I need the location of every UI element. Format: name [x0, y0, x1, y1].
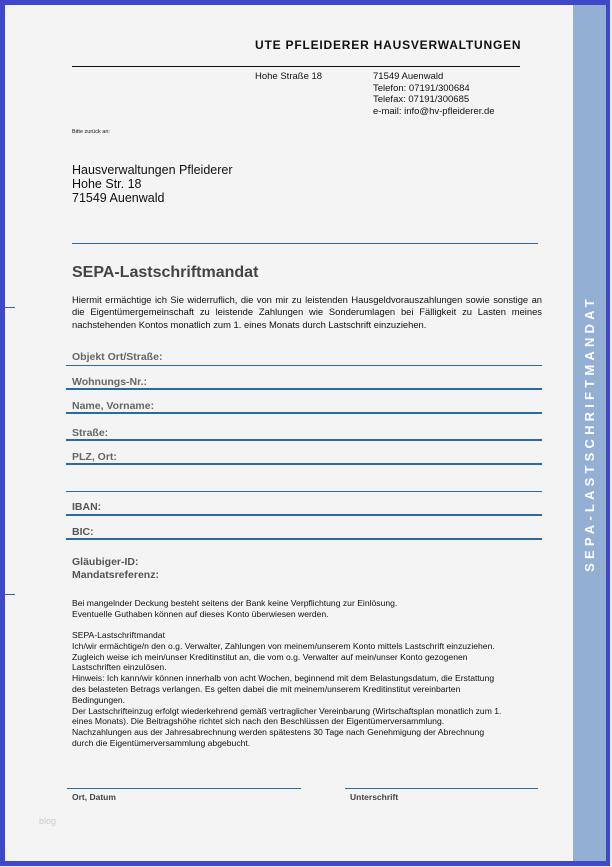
field-bic-line[interactable] [66, 538, 542, 540]
field-label-name: Name, Vorname: [72, 400, 155, 412]
field-label-bic: BIC: [72, 526, 94, 538]
mandate-text [72, 630, 552, 749]
field-object-line[interactable] [66, 364, 542, 366]
mandate-line: Nachzahlungen aus der Jahresabrechnung werden spätestens 30 Tage nach Genehmigung der Abrechnung [72, 727, 485, 738]
mandate-line: des belasteten Betrags verlangen. Es gelten dabei die mit meinem/unserem Kreditinstitut vereinbarten [72, 683, 461, 694]
place-date-line[interactable] [67, 788, 301, 789]
side-banner-text: SEPA-LASTSCHRIFTMANDAT [582, 294, 598, 572]
notice-line: Eventuelle Guthaben können auf dieses Konto überwiesen werden. [72, 608, 329, 619]
mandate-reference-label: Mandatsreferenz: [72, 569, 159, 581]
field-street-line[interactable] [66, 439, 542, 441]
notice-line: Bei mangelnder Deckung besteht seitens der Bank keine Verpflichtung zur Einlösung. [72, 598, 398, 608]
recipient-address [72, 163, 233, 205]
mandate-line: eines Monats). Die Beitragshöhe richtet sich nach den Beschlüssen der Eigentümerversammlung. [72, 716, 445, 727]
mandate-line: Zugleich weise ich mein/unser Kreditinstitut an, die vom o.g. Verwalter auf mein/unser Konto gezogenen [72, 651, 468, 662]
mandate-line: durch die Eigentümerversammlung abgebucht. [72, 737, 251, 748]
company-name: UTE PFLEIDERER HAUSVERWALTUNGEN [255, 38, 522, 52]
mandate-line: Hinweis: Ich kann/wir können innerhalb von acht Wochen, beginnend mit dem Belastungsdatum, die Erstattung [72, 673, 495, 684]
mandate-line: Lastschriften einzulösen. [72, 662, 167, 673]
company-contact [373, 71, 495, 117]
place-date-label: Ort, Datum [72, 792, 116, 802]
field-zip-city-line[interactable] [66, 463, 542, 465]
mandate-line: Bedingungen. [72, 694, 126, 705]
recipient-line: Hausverwaltungen Pfleiderer [72, 163, 233, 177]
form-title: SEPA-Lastschriftmandat [72, 264, 259, 281]
field-extra-line[interactable] [66, 490, 542, 492]
notice-text [72, 598, 552, 620]
recipient-line: 71549 Auenwald [72, 191, 165, 205]
header-divider [72, 66, 520, 67]
field-iban-line[interactable] [66, 514, 542, 516]
field-label-street: Straße: [72, 427, 109, 439]
mandate-line: Der Lastschrifteinzug erfolgt wiederkehrend gemäß vertraglicher Vereinbarung (Wirtschaftsplan monatlich zum 1. [72, 705, 502, 716]
field-label-iban: IBAN: [72, 501, 102, 513]
company-street: Hohe Straße 18 [255, 71, 323, 82]
signature-label: Unterschrift [350, 792, 399, 802]
field-label-zip-city: PLZ, Ort: [72, 451, 117, 463]
contact-phone: Telefon: 07191/300684 [373, 82, 470, 94]
return-label: Bitte zurück an: [72, 129, 110, 135]
watermark: blog [39, 816, 57, 826]
contact-fax: Telefax: 07191/300685 [373, 94, 470, 105]
field-label-object: Objekt Ort/Straße: [72, 351, 163, 363]
creditor-id-label: Gläubiger-ID: [72, 556, 139, 568]
signature-line[interactable] [345, 788, 538, 789]
field-name-line[interactable] [66, 412, 542, 414]
address-divider [72, 243, 538, 244]
mandate-line: SEPA-Lastschriftmandat [72, 630, 165, 640]
fold-mark [5, 594, 15, 595]
side-banner [573, 5, 606, 861]
recipient-line: Hohe Str. 18 [72, 177, 142, 191]
contact-email: e-mail: info@hv-pfleiderer.de [373, 105, 495, 117]
field-unit-line[interactable] [66, 388, 542, 390]
intro-text: Hiermit ermächtige ich Sie widerruflich, die von mir zu leistenden Hausgeldvorauszahlungen sowie sonstige an die Eigentümergemeinschaft zu leistende Zahlungen wie Sonderumlagen bei Fälligkeit zu Lasten meines nachstehenden Kontos monatlich zum 1. eines Monats durch Lastschrift einzuziehen. [72, 294, 542, 330]
mandate-line: Ich/wir ermächtige/n den o.g. Verwalter, Zahlungen von meinem/unserem Konto mittels Lastschrift einzuziehen. [72, 640, 495, 651]
fold-mark [5, 307, 15, 308]
contact-city: 71549 Auenwald [373, 71, 444, 82]
field-label-unit: Wohnungs-Nr.: [72, 376, 148, 388]
